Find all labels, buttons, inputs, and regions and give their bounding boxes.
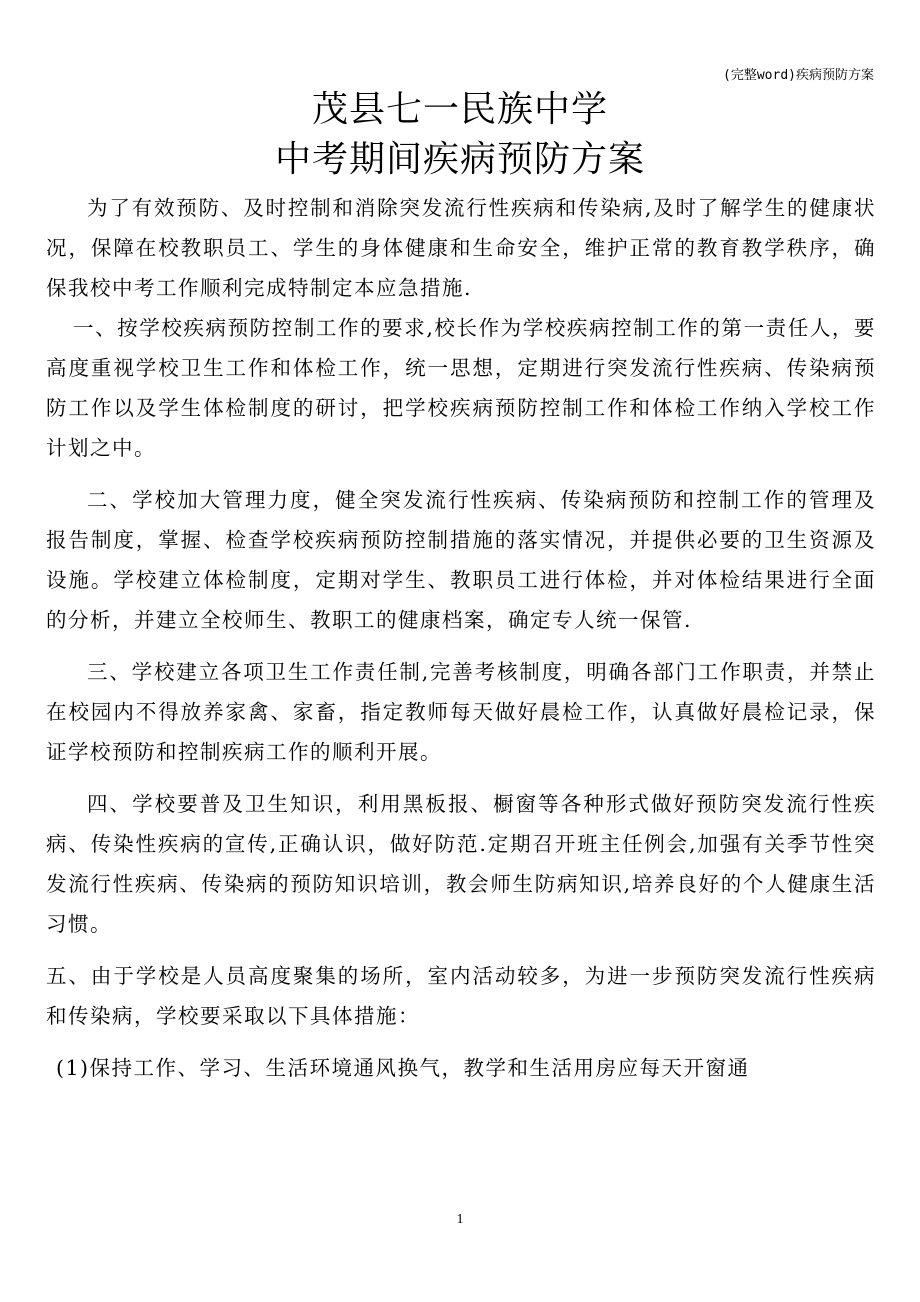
intro-paragraph: 为了有效预防、及时控制和消除突发流行性疾病和传染病,及时了解学生的健康状况，保障在校教职员工、学生的身体健康和生命安全，维护正常的教育教学秩序，确保我校中考工作顺利完成特制定本应急措施. [46, 196, 876, 300]
section-3-paragraph: 三、学校建立各项卫生工作责任制,完善考核制度，明确各部门工作职责，并禁止在校园内不得放养家禽、家畜，指定教师每天做好晨检工作，认真做好晨检记录，保证学校预防和控制疾病工作的顺利开展。 [46, 660, 876, 764]
header-note: (完整word)疾病预防方案 [723, 68, 874, 83]
section-4-paragraph: 四、学校要普及卫生知识，利用黑板报、橱窗等各种形式做好预防突发流行性疾病、传染性疾病的宣传,正确认识，做好防范.定期召开班主任例会,加强有关季节性突发流行性疾病、传染病的预防知识培训，教会师生防病知识,培养良好的个人健康生活习惯。 [46, 792, 876, 936]
document-title: 茂县七一民族中学 [311, 89, 608, 130]
section-5-paragraph: 五、由于学校是人员高度聚集的场所，室内活动较多，为进一步预防突发流行性疾病和传染病，学校要采取以下具体措施： [46, 964, 876, 1028]
measure-item-1: (1)保持工作、学习、生活环境通风换气，教学和生活用房应每天开窗通 [56, 1056, 750, 1080]
section-2-paragraph: 二、学校加大管理力度，健全突发流行性疾病、传染病预防和控制工作的管理及报告制度，掌握、检查学校疾病预防控制措施的落实情况，并提供必要的卫生资源及设施。学校建立体检制度，定期对学生、教职员工进行体检，并对体检结果进行全面的分析，并建立全校师生、教职工的健康档案，确定专人统一保管. [46, 488, 876, 632]
document-subtitle: 中考期间疾病预防方案 [274, 139, 645, 180]
document-body [46, 188, 876, 1088]
page-number: 1 [456, 1212, 464, 1227]
section-1-paragraph: 一、按学校疾病预防控制工作的要求,校长作为学校疾病控制工作的第一责任人，要高度重视学校卫生工作和体检工作，统一思想，定期进行突发流行性疾病、传染病预防工作以及学生体检制度的研讨，把学校疾病预防控制工作和体检工作纳入学校工作计划之中。 [46, 316, 876, 460]
